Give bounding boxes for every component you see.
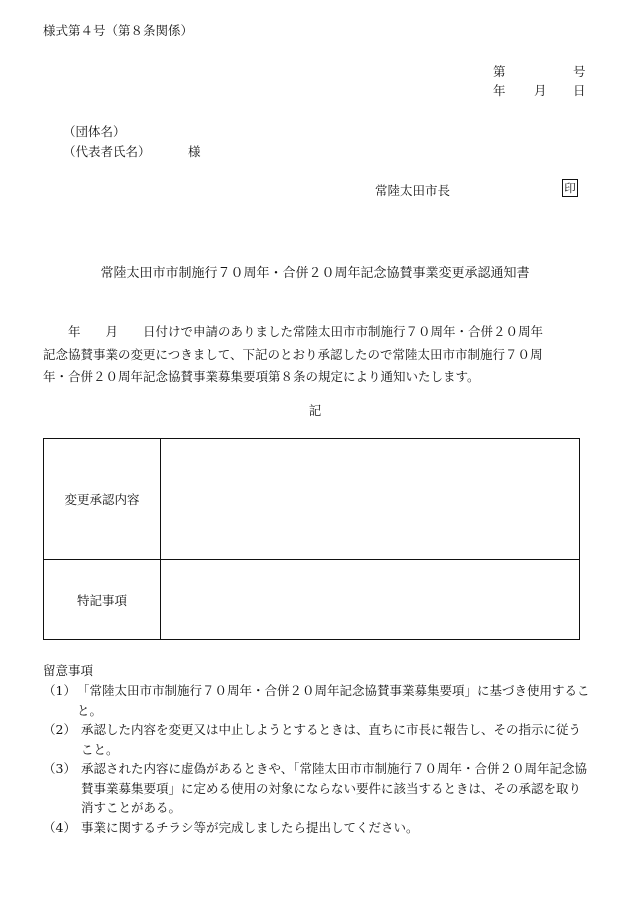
note-text: 「常陸太田市市制施行７０周年・合併２０周年記念協賛事業募集要項」に基づき使用すること。 [77,683,590,718]
seal-stamp-box: 印 [562,179,578,197]
note-number: （1） [43,683,76,698]
mayor-title: 常陸太田市長 [375,183,451,198]
approval-table [43,438,580,640]
note-text: 承認した内容を変更又は中止しようとするときは、直ちに市長に報告し、その指示に従うこと。 [81,722,582,757]
form-number: 様式第４号（第８条関係） [43,23,194,38]
body-line-3: 年・合併２０周年記念協賛事業募集要項第８条の規定により通知いたします。 [43,369,480,384]
list-item [43,818,593,838]
list-item [43,681,593,720]
special-notes-field[interactable] [161,560,580,640]
date-month-label: 月 [534,83,547,98]
list-item [43,759,593,818]
body-line-1: 年 月 日付けで申請のありました常陸太田市市制施行７０周年・合併２０周年 [43,324,544,339]
ki-heading: 記 [308,403,322,418]
special-notes-label: 特記事項 [44,560,161,640]
table-row [44,560,580,640]
representative-name-label: （代表者氏名） [63,144,151,159]
organization-name-label: （団体名） [63,124,126,139]
document-number-prefix: 第 [493,64,506,79]
document-title: 常陸太田市市制施行７０周年・合併２０周年記念協賛事業変更承認通知書 [100,266,530,281]
body-line-2: 記念協賛事業の変更につきまして、下記のとおり承認したので常陸太田市市制施行７０周 [43,346,543,362]
note-number: （3） [43,761,76,776]
note-number: （4） [43,819,76,835]
change-approval-content-field[interactable] [161,439,580,560]
note-text: 承認された内容に虚偽があるときや、「常陸太田市市制施行７０周年・合併２０周年記念協賛事業募集要項」に定める使用の対象にならない要件に該当するときは、その承認を取り消すことがある。 [81,761,588,815]
change-approval-content-label: 変更承認内容 [44,439,161,560]
document-number-suffix: 号 [573,64,586,79]
notes-heading: 留意事項 [43,663,94,678]
note-number: （2） [43,722,76,737]
table-row [44,439,580,560]
notes-list [43,681,593,837]
note-text: 事業に関するチラシ等が完成しましたら提出してください。 [81,819,419,835]
honorific: 様 [188,144,201,159]
date-day-label: 日 [573,83,586,98]
list-item [43,720,593,759]
body-paragraph [43,321,588,389]
date-year-label: 年 [493,83,506,98]
